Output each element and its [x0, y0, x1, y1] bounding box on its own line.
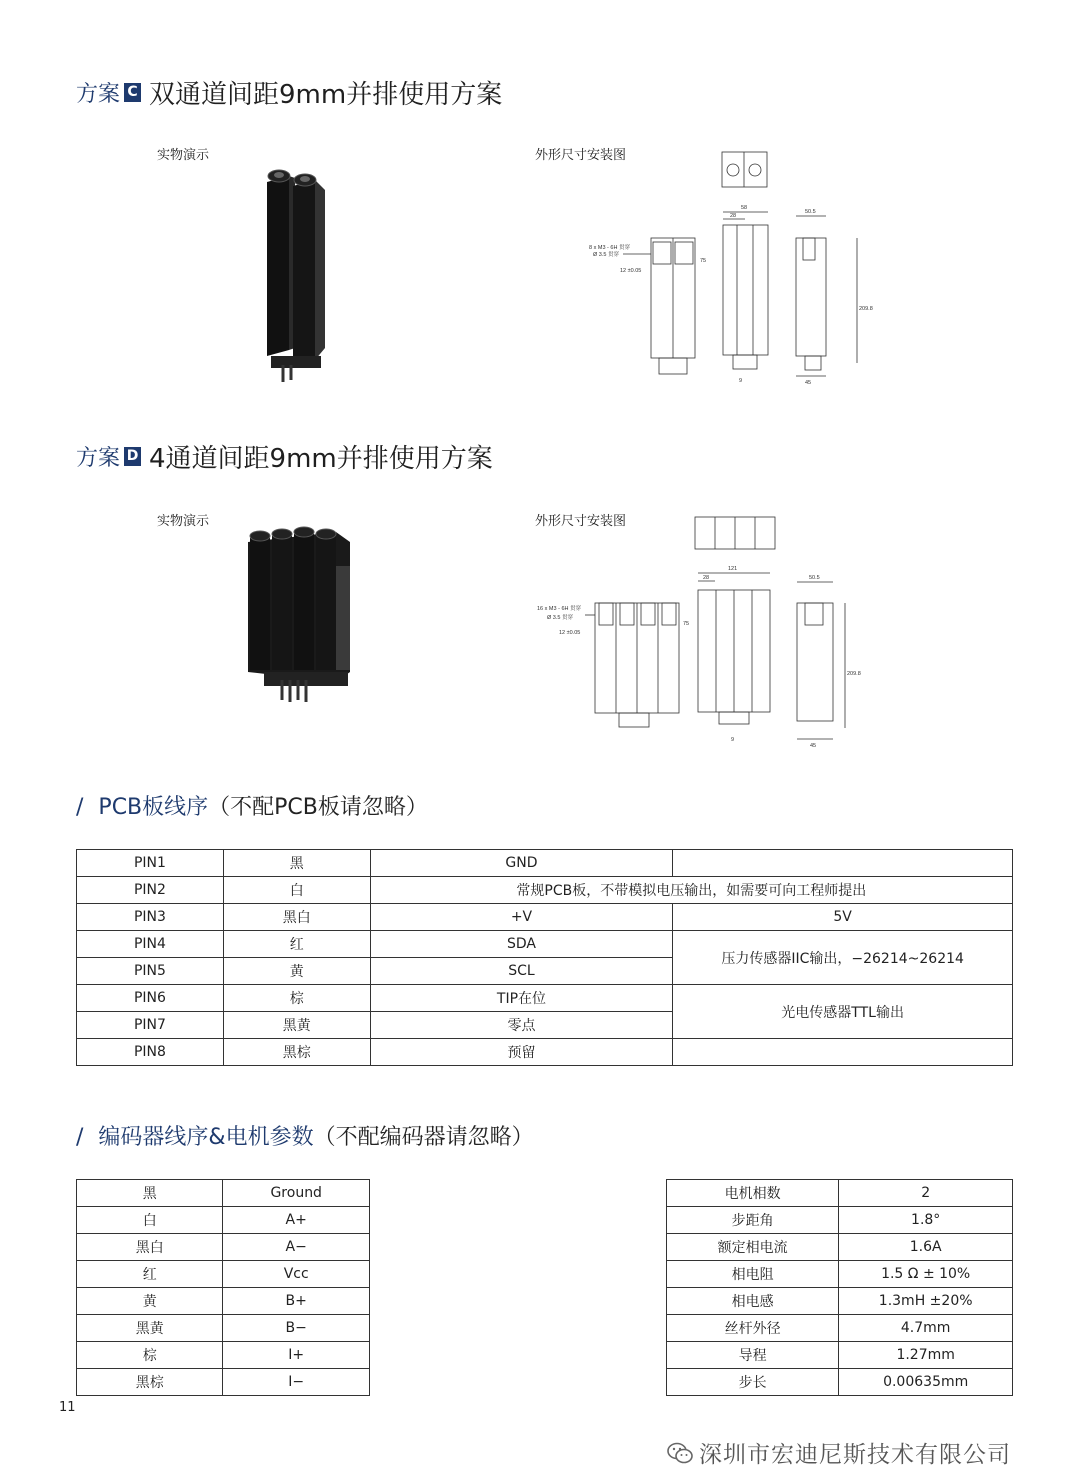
scheme-c-dim-small: 9 [739, 378, 743, 384]
signal-cell: I− [223, 1369, 370, 1396]
pin-cell: PIN7 [77, 1012, 224, 1039]
scheme-d-dim-small: 9 [731, 737, 735, 743]
signal-cell: A+ [223, 1207, 370, 1234]
pcb-section-heading [76, 790, 428, 821]
scheme-c-right-module [293, 174, 325, 366]
pin-cell: PIN1 [77, 850, 224, 877]
scheme-d-dim-base: 45 [810, 743, 817, 749]
signal-cell: Ground [223, 1180, 370, 1207]
pin-cell: PIN4 [77, 931, 224, 958]
parameter-name-cell: 步距角 [667, 1207, 839, 1234]
scheme-d-dimension-drawing [535, 515, 865, 750]
table-row [77, 904, 1013, 931]
scheme-d-title: 4通道间距9mm并排使用方案 [149, 444, 493, 474]
table-row [77, 850, 1013, 877]
scheme-d-dim-height: 209.8 [847, 671, 861, 677]
scheme-c-dim-side: 50.5 [805, 209, 816, 215]
signal-cell: 预留 [370, 1039, 673, 1066]
scheme-c-dim-vert: 75 [700, 258, 707, 264]
scheme-c-hole-note-1: 8 x M3 - 6H 贯穿 [589, 245, 630, 251]
parameter-name-cell: 步长 [667, 1369, 839, 1396]
table-row [667, 1261, 1013, 1288]
scheme-c-badge: C [124, 83, 141, 102]
table-row [77, 1369, 370, 1396]
scheme-d-product-image [240, 522, 365, 707]
scheme-d-dim-pitch: 28 [703, 575, 710, 581]
parameter-value-cell: 0.00635mm [839, 1369, 1013, 1396]
parameter-value-cell: 1.8° [839, 1207, 1013, 1234]
scheme-c-product-image [255, 160, 345, 385]
description-cell [673, 850, 1013, 877]
pin-cell: PIN3 [77, 904, 224, 931]
table-row [77, 1180, 370, 1207]
scheme-c-prefix: 方案 [76, 82, 121, 107]
merged-note-cell: 常规PCB板，不带模拟电压输出，如需要可向工程师提出 [370, 877, 1012, 904]
table-row [77, 931, 1013, 958]
wire-color-cell: 黑 [77, 1180, 223, 1207]
wire-color-cell: 黑棕 [223, 1039, 370, 1066]
table-row [667, 1288, 1013, 1315]
table-row [667, 1234, 1013, 1261]
watermark-text: 深圳市宏迪尼斯技术有限公司 [699, 1442, 1011, 1468]
scheme-c-drawing-caption: 外形尺寸安装图 [535, 148, 627, 163]
scheme-c-photo-caption: 实物演示 [157, 148, 210, 163]
wire-color-cell: 黑棕 [77, 1369, 223, 1396]
scheme-c-dim-pitch: 28 [730, 213, 737, 219]
description-cell [673, 1039, 1013, 1066]
parameter-name-cell: 额定相电流 [667, 1234, 839, 1261]
pin-cell: PIN2 [77, 877, 224, 904]
scheme-d-dim-width: 121 [728, 566, 738, 572]
scheme-c-title: 双通道间距9mm并排使用方案 [149, 80, 503, 110]
scheme-c-dim-height: 209.8 [859, 306, 873, 312]
pin-cell: PIN6 [77, 985, 224, 1012]
parameter-value-cell: 1.3mH ±20% [839, 1288, 1013, 1315]
wire-color-cell: 黑 [223, 850, 370, 877]
pin-cell: PIN8 [77, 1039, 224, 1066]
table-row [77, 1234, 370, 1261]
wire-color-cell: 白 [223, 877, 370, 904]
pressure-sensor-description: 压力传感器IIC输出，−26214~26214 [673, 931, 1013, 985]
wire-color-cell: 红 [77, 1261, 223, 1288]
signal-cell: +V [370, 904, 673, 931]
scheme-c-hole-note-2: Ø 3.5 贯穿 [593, 252, 619, 258]
scheme-d-hole-note-2: Ø 3.5 贯穿 [547, 615, 573, 621]
scheme-d-drawing-caption: 外形尺寸安装图 [535, 514, 627, 529]
scheme-d-dim-vert: 75 [683, 621, 690, 627]
wire-color-cell: 黑白 [223, 904, 370, 931]
page-number: 11 [59, 1400, 76, 1415]
table-row [77, 1207, 370, 1234]
wire-color-cell: 黑黄 [223, 1012, 370, 1039]
parameter-name-cell: 相电感 [667, 1288, 839, 1315]
encoder-section-heading [76, 1120, 534, 1151]
table-row [667, 1342, 1013, 1369]
scheme-d-module-4 [316, 529, 336, 670]
signal-cell: B− [223, 1315, 370, 1342]
table-row [77, 1261, 370, 1288]
wire-color-cell: 红 [223, 931, 370, 958]
signal-cell: SDA [370, 931, 673, 958]
photo-sensor-description: 光电传感器TTL输出 [673, 985, 1013, 1039]
parameter-value-cell: 1.5 Ω ± 10% [839, 1261, 1013, 1288]
signal-cell: SCL [370, 958, 673, 985]
parameter-value-cell: 1.27mm [839, 1342, 1013, 1369]
table-row [667, 1315, 1013, 1342]
table-row [77, 877, 1013, 904]
table-row [667, 1369, 1013, 1396]
table-row [77, 1288, 370, 1315]
wire-color-cell: 棕 [223, 985, 370, 1012]
parameter-name-cell: 导程 [667, 1342, 839, 1369]
pin-cell: PIN5 [77, 958, 224, 985]
wechat-icon [667, 1442, 693, 1464]
table-row [77, 1039, 1013, 1066]
pcb-section-title: PCB板线序 [98, 795, 209, 820]
scheme-d-dim-tol: 12 ±0.05 [559, 630, 581, 636]
scheme-c-heading [76, 74, 502, 111]
wire-color-cell: 黑白 [77, 1234, 223, 1261]
description-cell: 5V [673, 904, 1013, 931]
pcb-pin-table [76, 849, 1013, 1066]
wire-color-cell: 白 [77, 1207, 223, 1234]
wire-color-cell: 黄 [77, 1288, 223, 1315]
scheme-c-dim-width: 58 [741, 205, 748, 211]
signal-cell: A− [223, 1234, 370, 1261]
signal-cell: B+ [223, 1288, 370, 1315]
scheme-d-dim-side: 50.5 [809, 575, 820, 581]
encoder-section-slash: / [76, 1125, 84, 1150]
signal-cell: 零点 [370, 1012, 673, 1039]
parameter-name-cell: 丝杆外径 [667, 1315, 839, 1342]
scheme-d-module-3 [294, 527, 314, 670]
table-row [667, 1207, 1013, 1234]
scheme-c-left-module [267, 170, 295, 356]
scheme-c-dim-base: 45 [805, 380, 812, 386]
encoder-section-note: （不配编码器请忽略） [313, 1125, 534, 1150]
scheme-d-module-2 [272, 529, 292, 670]
parameter-name-cell: 电机相数 [667, 1180, 839, 1207]
signal-cell: Vcc [223, 1261, 370, 1288]
table-row [77, 1315, 370, 1342]
table-row [667, 1180, 1013, 1207]
scheme-c-dimension-drawing [585, 150, 875, 390]
scheme-d-badge: D [124, 447, 141, 466]
scheme-d-heading [76, 438, 493, 475]
encoder-section-title: 编码器线序&电机参数 [98, 1125, 314, 1150]
scheme-d-hole-note-1: 16 x M3 - 6H 贯穿 [537, 606, 582, 612]
parameter-value-cell: 1.6A [839, 1234, 1013, 1261]
scheme-c-dim-tol: 12 ±0.05 [620, 268, 642, 274]
scheme-d-module-1 [250, 531, 270, 670]
wire-color-cell: 黑黄 [77, 1315, 223, 1342]
signal-cell: GND [370, 850, 673, 877]
signal-cell: TIP在位 [370, 985, 673, 1012]
pcb-section-note: （不配PCB板请忽略） [208, 795, 428, 820]
wire-color-cell: 黄 [223, 958, 370, 985]
wire-color-cell: 棕 [77, 1342, 223, 1369]
motor-parameter-table [666, 1179, 1013, 1396]
signal-cell: I+ [223, 1342, 370, 1369]
parameter-value-cell: 4.7mm [839, 1315, 1013, 1342]
scheme-d-photo-caption: 实物演示 [157, 514, 210, 529]
parameter-value-cell: 2 [839, 1180, 1013, 1207]
scheme-d-prefix: 方案 [76, 446, 121, 471]
table-row [77, 985, 1013, 1012]
watermark [667, 1436, 1011, 1469]
table-row [77, 1342, 370, 1369]
pcb-section-slash: / [76, 795, 84, 820]
parameter-name-cell: 相电阻 [667, 1261, 839, 1288]
encoder-wire-table [76, 1179, 370, 1396]
